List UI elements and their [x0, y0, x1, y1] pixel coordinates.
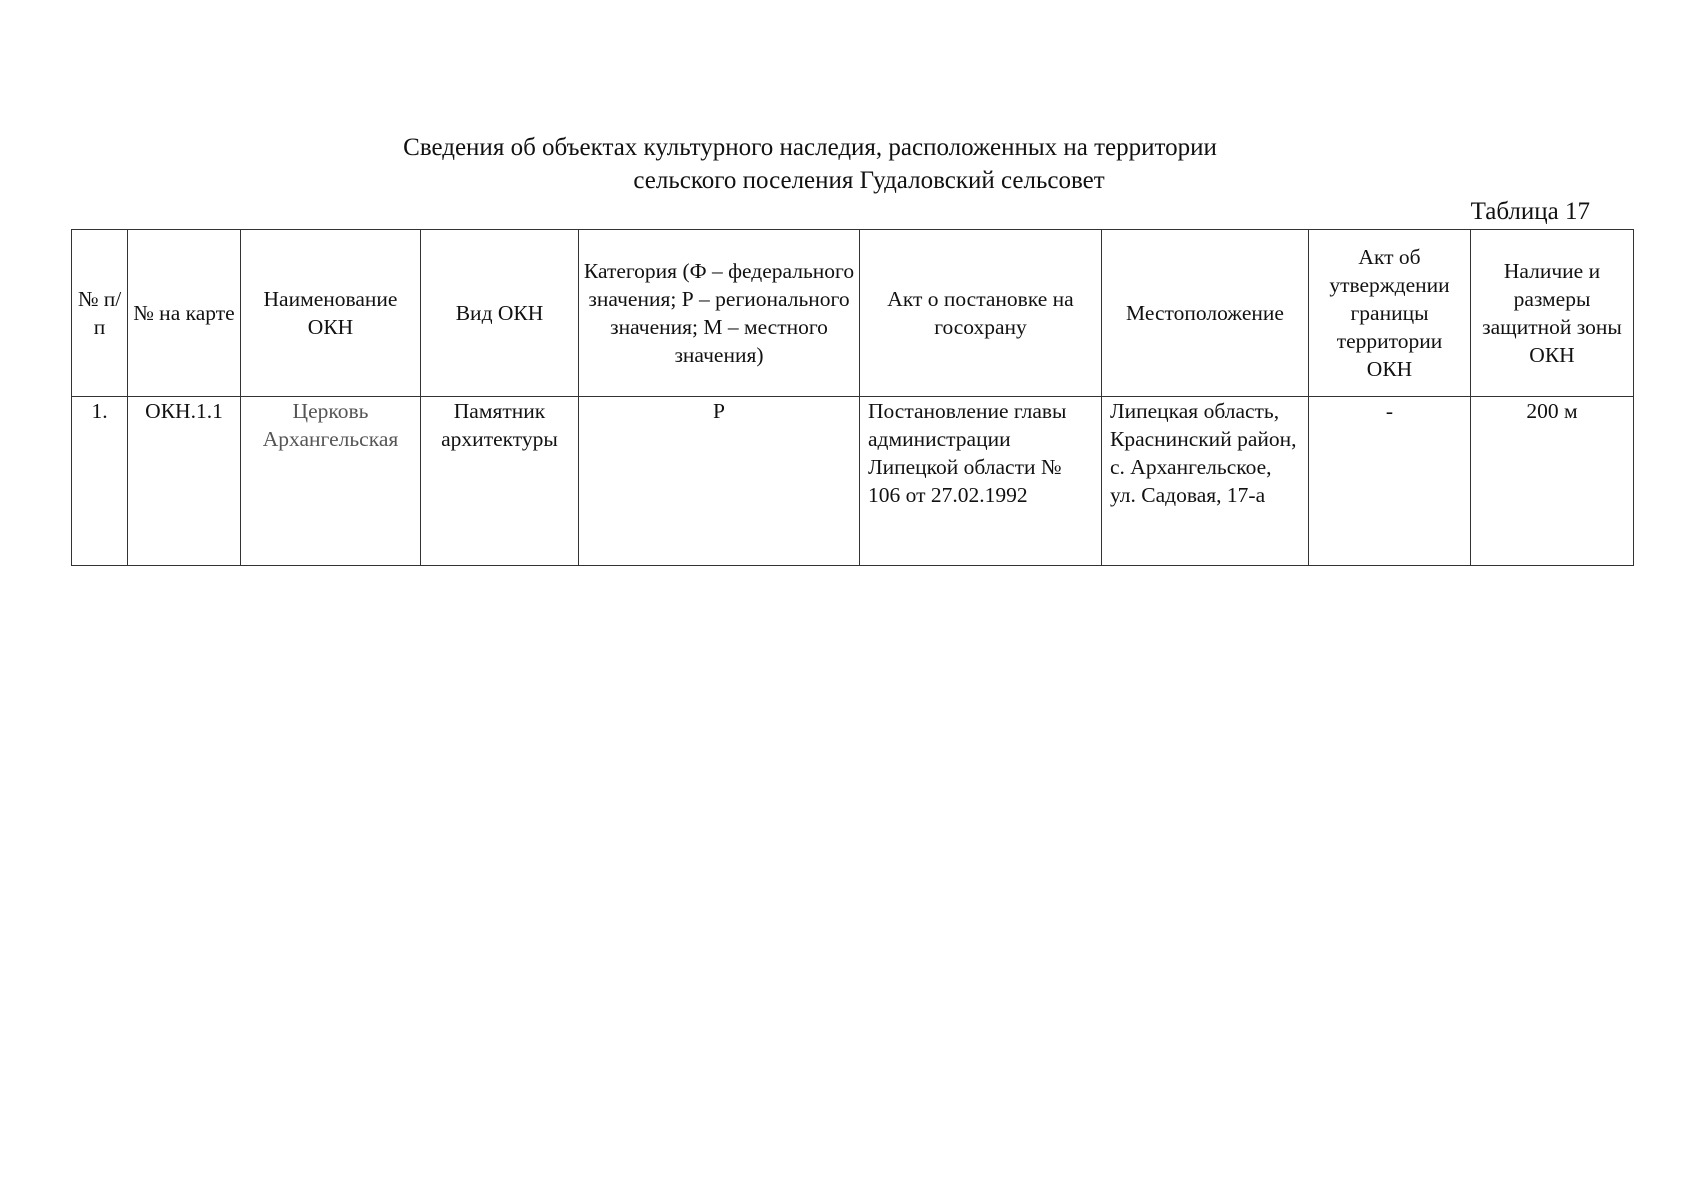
- cell-border-act: -: [1309, 397, 1471, 566]
- header-protection-zone: Наличие и размеры защитной зоны ОКН: [1471, 230, 1634, 397]
- cell-protection-zone: 200 м: [1471, 397, 1634, 566]
- cell-name: Церковь Архангельская: [241, 397, 421, 566]
- header-border-act: Акт об утверждении границы территории ОКН: [1309, 230, 1471, 397]
- cell-map-id: ОКН.1.1: [128, 397, 241, 566]
- header-location: Местоположение: [1102, 230, 1309, 397]
- header-protection-act: Акт о постановке на госохрану: [860, 230, 1102, 397]
- cell-number: 1.: [72, 397, 128, 566]
- header-type: Вид ОКН: [421, 230, 579, 397]
- header-map-number: № на карте: [128, 230, 241, 397]
- title-line-1: Сведения об объектах культурного наследия, расположенных на территории: [403, 134, 1217, 161]
- header-category: Категория (Ф – федерального значения; Р – регионального значения; М – местного значения): [579, 230, 860, 397]
- cell-protection-act: Постановление главы администрации Липецкой области № 106 от 27.02.1992: [860, 397, 1102, 566]
- cell-location: Липецкая область, Краснинский район, с. Архангельское, ул. Садовая, 17-а: [1102, 397, 1309, 566]
- cell-category: Р: [579, 397, 860, 566]
- table-number-label: Таблица 17: [1470, 198, 1590, 225]
- table-row: [72, 397, 1634, 566]
- header-number: № п/п: [72, 230, 128, 397]
- cell-type: Памятник архитектуры: [421, 397, 579, 566]
- header-name: Наименование ОКН: [241, 230, 421, 397]
- heritage-objects-table: [71, 229, 1634, 566]
- title-line-2: сельского поселения Гудаловский сельсовет: [633, 167, 1105, 194]
- document-title: [300, 131, 1320, 197]
- table-header-row: [72, 230, 1634, 397]
